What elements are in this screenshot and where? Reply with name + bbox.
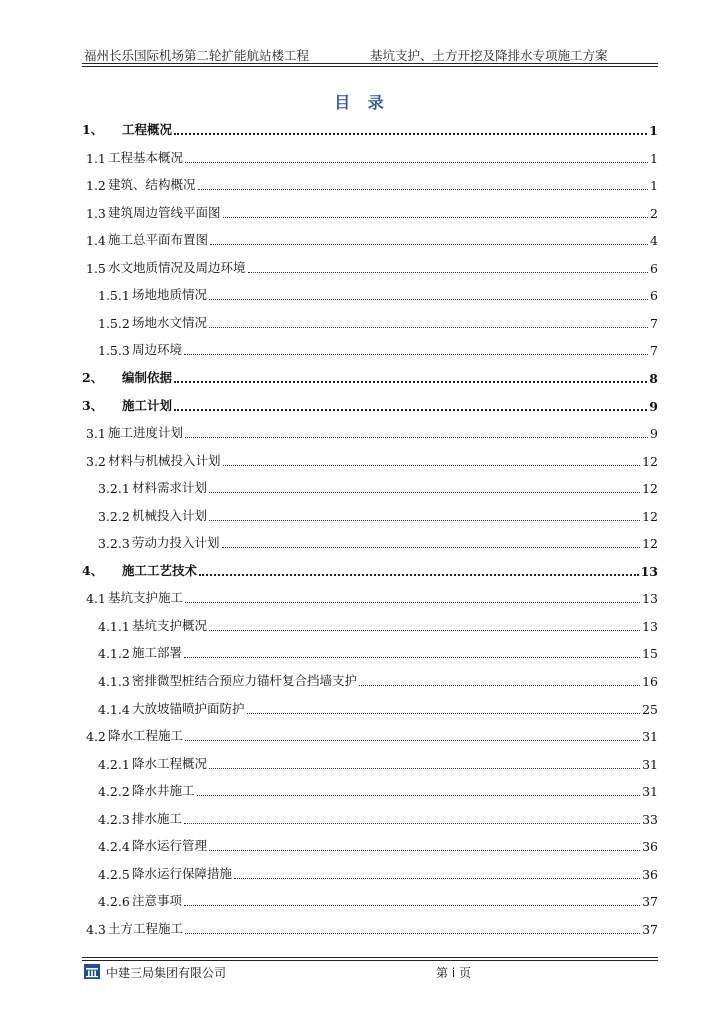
toc-entry-page: 7 <box>650 315 658 331</box>
toc-leader-dots <box>185 162 648 163</box>
toc-entry-page: 33 <box>642 811 658 827</box>
toc-entry[interactable] <box>82 360 658 386</box>
toc-leader-dots <box>247 713 641 714</box>
toc-leader-dots <box>184 905 640 906</box>
toc-entry-number: 4.1.4 <box>98 701 130 717</box>
toc-entry-title: 降水工程概况 <box>132 755 208 771</box>
toc-entry-number: 1.5 <box>86 260 106 276</box>
toc-entry-number: 1.5.3 <box>98 343 130 359</box>
toc-entry-title: 周边环境 <box>132 342 183 358</box>
toc-entry-number: 3.1 <box>86 426 106 442</box>
toc-entry-page: 12 <box>642 508 658 524</box>
toc-entry-title: 场地地质情况 <box>132 287 208 303</box>
toc-entry-number: 4.1.1 <box>98 618 130 634</box>
toc-leader-dots <box>210 244 648 245</box>
toc-entry[interactable] <box>98 332 658 358</box>
toc-entry[interactable] <box>98 277 658 303</box>
toc-entry[interactable] <box>86 250 658 276</box>
toc-leader-dots <box>185 437 648 438</box>
toc-entry-title: 大放坡锚喷护面防护 <box>132 700 245 716</box>
footer-rule-thin <box>82 960 658 961</box>
toc-entry-number: 4.3 <box>86 921 106 937</box>
toc-leader-dots <box>174 133 647 135</box>
toc-entry[interactable] <box>86 167 658 193</box>
toc-entry-title: 施工工艺技术 <box>122 562 198 578</box>
toc-entry[interactable] <box>82 388 658 414</box>
toc-entry-page: 25 <box>642 701 658 717</box>
toc-entry-title: 劳动力投入计划 <box>132 535 220 551</box>
toc-leader-dots <box>222 547 641 548</box>
toc-entry-page: 37 <box>642 894 658 910</box>
toc-entry-page: 12 <box>642 481 658 497</box>
toc-entry[interactable] <box>98 828 658 854</box>
toc-entry-number: 1.4 <box>86 233 106 249</box>
toc-leader-dots <box>174 409 647 411</box>
toc-entry-title: 施工总平面布置图 <box>108 232 209 248</box>
toc-entry-number: 1、 <box>82 122 104 137</box>
toc-entry-number: 3、 <box>82 397 104 413</box>
toc-leader-dots <box>174 381 647 383</box>
toc-entry-page: 9 <box>650 426 658 442</box>
toc-entry-title: 编制依据 <box>122 369 173 385</box>
toc-leader-dots <box>184 823 640 824</box>
toc-leader-dots <box>223 465 641 466</box>
toc-entry-page: 1 <box>650 178 658 194</box>
page-footer <box>82 963 658 981</box>
toc-entry[interactable] <box>86 580 658 606</box>
toc-leader-dots <box>209 850 640 851</box>
toc-entry-number: 1.2 <box>86 178 106 194</box>
toc-leader-dots <box>209 492 640 493</box>
toc-entry-number: 1.1 <box>86 150 106 166</box>
toc-entry[interactable] <box>98 608 658 634</box>
toc-entry[interactable] <box>98 498 658 524</box>
toc-leader-dots <box>199 574 639 576</box>
toc-entry[interactable] <box>86 443 658 469</box>
toc-entry-page: 37 <box>642 921 658 937</box>
toc-entry[interactable] <box>98 746 658 772</box>
toc-entry-number: 4、 <box>82 562 104 578</box>
toc-entry-number: 1.5.2 <box>98 315 130 331</box>
toc-entry-number: 4.1.3 <box>98 674 130 689</box>
toc-entry-number: 4.2.3 <box>98 811 130 827</box>
toc-entry[interactable] <box>98 773 658 799</box>
toc-entry-page: 1 <box>649 123 658 138</box>
footer-page-number: 第 i 页 <box>436 966 471 980</box>
toc-entry-page: 6 <box>650 260 658 276</box>
toc-entry-title: 场地水文情况 <box>132 314 208 330</box>
toc-entry-title: 工程概况 <box>122 122 173 137</box>
toc-entry-number: 4.1 <box>86 591 106 607</box>
toc-entry-number: 2、 <box>82 369 104 385</box>
toc-entry-page: 31 <box>642 729 658 745</box>
toc-entry-title: 材料与机械投入计划 <box>108 452 221 468</box>
header-project-title: 福州长乐国际机场第二轮扩能航站楼工程 <box>84 48 310 63</box>
page-header <box>82 44 658 64</box>
toc-entry-number: 4.2 <box>86 729 106 745</box>
toc-entry-number: 3.2.3 <box>98 536 130 552</box>
toc-entry[interactable] <box>86 140 658 166</box>
toc-entry-page: 31 <box>642 784 658 800</box>
toc-entry[interactable] <box>86 415 658 441</box>
toc-entry[interactable] <box>98 801 658 827</box>
toc-entry-title: 基坑支护概况 <box>132 617 208 633</box>
toc-title: 目 录 <box>334 93 390 112</box>
toc-entry-number: 4.2.2 <box>98 784 130 800</box>
toc-entry-page: 16 <box>642 674 658 689</box>
toc-leader-dots <box>185 740 640 741</box>
toc-entry-title: 基坑支护施工 <box>108 590 184 606</box>
header-rule <box>82 63 658 64</box>
toc-entry-number: 3.2.2 <box>98 508 130 524</box>
toc-entry-title: 降水运行管理 <box>132 838 208 854</box>
toc-leader-dots <box>223 217 649 218</box>
toc-leader-dots <box>234 878 640 879</box>
company-logo-icon <box>84 964 100 979</box>
toc-leader-dots <box>197 795 641 796</box>
toc-entry-number: 1.3 <box>86 205 106 221</box>
toc-entry-title: 密排微型桩结合预应力锚杆复合挡墙支护 <box>132 673 358 688</box>
toc-entry-page: 36 <box>642 866 658 882</box>
toc-entry[interactable] <box>98 883 658 909</box>
toc-leader-dots <box>209 327 648 328</box>
toc-entry-number: 1.5.1 <box>98 288 130 304</box>
toc-entry-title: 建筑、结构概况 <box>108 177 196 193</box>
toc-entry-page: 31 <box>642 756 658 772</box>
toc-leader-dots <box>209 768 640 769</box>
toc-leader-dots <box>184 354 648 355</box>
toc-leader-dots <box>209 520 640 521</box>
toc-entry-title: 材料需求计划 <box>132 480 208 496</box>
toc-entry[interactable] <box>86 911 658 937</box>
toc-entry-number: 4.2.1 <box>98 756 130 772</box>
toc-entry[interactable] <box>98 525 658 551</box>
toc-entry[interactable] <box>82 112 658 138</box>
toc-entry-title: 机械投入计划 <box>132 507 208 523</box>
toc-entry-title: 施工进度计划 <box>108 425 184 441</box>
toc-entry-title: 降水工程施工 <box>108 728 184 744</box>
toc-entry-title: 施工部署 <box>132 645 183 661</box>
toc-entry-number: 4.1.2 <box>98 646 130 662</box>
toc-entry-title: 工程基本概况 <box>108 149 184 165</box>
toc-entry-page: 36 <box>642 839 658 855</box>
header-document-title: 基坑支护、土方开挖及降排水专项施工方案 <box>370 48 608 63</box>
toc-entry-title: 施工计划 <box>122 397 173 413</box>
toc-leader-dots <box>185 933 640 934</box>
toc-entry-page: 6 <box>650 288 658 304</box>
toc-entry-page: 2 <box>650 205 658 221</box>
toc-leader-dots <box>359 685 640 686</box>
toc-entry[interactable] <box>86 222 658 248</box>
toc-entry-title: 土方工程施工 <box>108 920 184 936</box>
toc-entry-page: 1 <box>650 150 658 166</box>
toc-entry-page: 7 <box>650 343 658 359</box>
footer-company-name: 中建三局集团有限公司 <box>106 966 227 980</box>
toc-leader-dots <box>209 299 648 300</box>
toc-entry-page: 12 <box>642 536 658 552</box>
toc-entry[interactable] <box>98 663 658 689</box>
toc-entry-page: 9 <box>649 398 658 414</box>
toc-entry[interactable] <box>98 856 658 882</box>
toc-entry-title: 降水井施工 <box>132 783 195 799</box>
toc-entry-page: 15 <box>642 646 658 662</box>
toc-entry-number: 4.2.5 <box>98 866 130 882</box>
toc-leader-dots <box>185 602 640 603</box>
toc-entry-title: 水文地质情况及周边环境 <box>108 259 246 275</box>
toc-entry-page: 8 <box>649 370 658 386</box>
toc-leader-dots <box>184 657 640 658</box>
toc-entry-number: 3.2 <box>86 453 106 469</box>
header-rule-thin <box>82 66 658 67</box>
toc-leader-dots <box>248 272 649 273</box>
toc-entry-page: 4 <box>650 233 658 249</box>
toc-entry-page: 12 <box>642 453 658 469</box>
toc-entry-title: 降水运行保障措施 <box>132 865 233 881</box>
toc-entry-number: 3.2.1 <box>98 481 130 497</box>
toc-entry[interactable] <box>98 635 658 661</box>
footer-rule <box>82 957 658 958</box>
toc-entry[interactable] <box>82 553 658 579</box>
toc-entry-number: 4.2.6 <box>98 894 130 910</box>
toc-entry-page: 13 <box>640 563 658 579</box>
toc-entry[interactable] <box>98 470 658 496</box>
toc-entry-title: 注意事项 <box>132 893 183 909</box>
toc-entry[interactable] <box>98 691 658 717</box>
toc-entry[interactable] <box>86 718 658 744</box>
toc-entry-number: 4.2.4 <box>98 839 130 855</box>
toc-entry-title: 排水施工 <box>132 810 183 826</box>
toc-entry[interactable] <box>86 195 658 221</box>
toc-leader-dots <box>198 189 649 190</box>
toc-leader-dots <box>209 630 640 631</box>
toc-entry-title: 建筑周边管线平面图 <box>108 204 221 220</box>
toc-entry[interactable] <box>98 305 658 331</box>
toc-entry-page: 13 <box>642 618 658 634</box>
toc-entry-page: 13 <box>642 591 658 607</box>
